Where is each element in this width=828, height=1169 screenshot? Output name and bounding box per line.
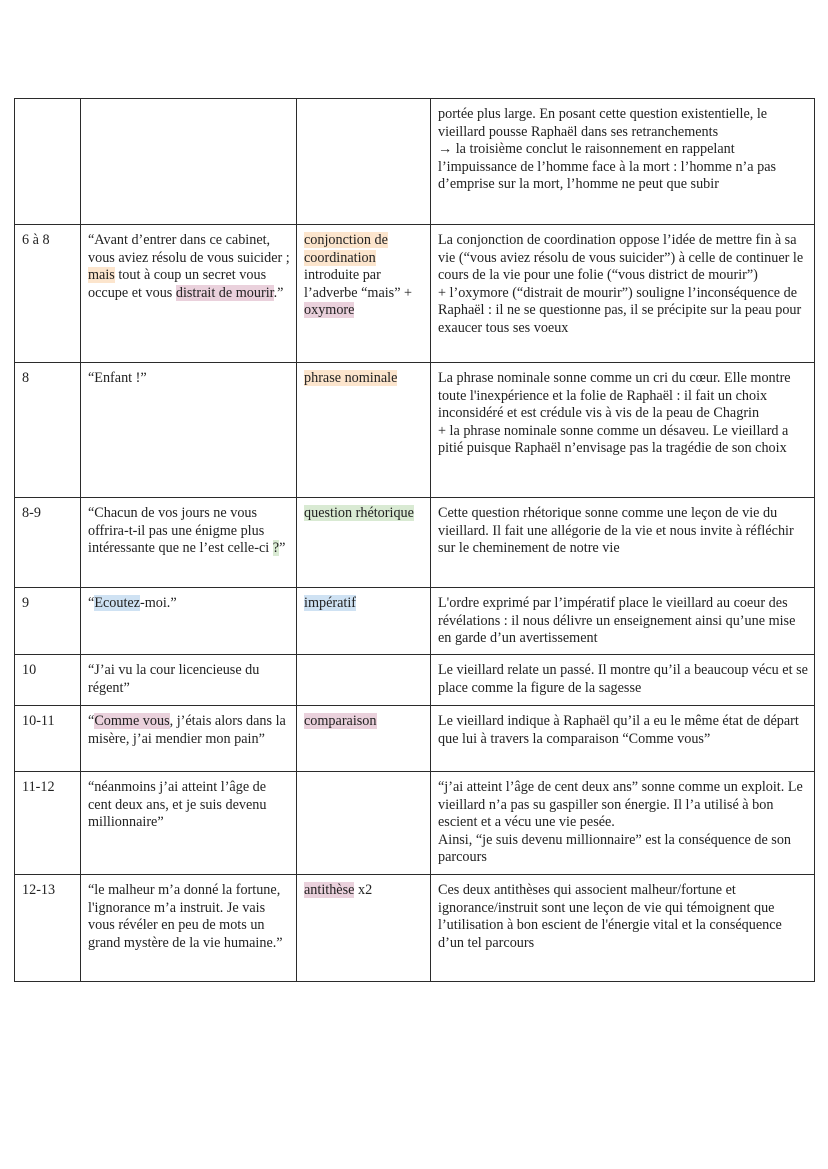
- analysis-cell: [431, 772, 815, 875]
- analysis-paragraph: “j’ai atteint l’âge de cent deux ans” sonne comme un exploit. Le vieillard n’a pas su gaspiller son énergie. Il l’a utilisé à bon escient et a vécu une vie pesée.: [438, 779, 803, 831]
- device-highlight: impératif: [304, 595, 356, 611]
- lines-cell: [15, 99, 81, 225]
- device-cell: [297, 772, 431, 875]
- device-highlight: conjonction de coordination: [304, 232, 388, 266]
- lines-cell: 6 à 8: [15, 225, 81, 363]
- table-row: [15, 588, 815, 655]
- device-cell: [297, 225, 431, 363]
- analysis-cell: [431, 363, 815, 498]
- table-row: [15, 772, 815, 875]
- analysis-table: [14, 98, 815, 982]
- quote-cell: [81, 706, 297, 772]
- device-cell: [297, 588, 431, 655]
- highlight-comparison: Comme vous: [94, 713, 170, 729]
- table-row: [15, 655, 815, 706]
- quote-cell: [81, 588, 297, 655]
- quote-cell: [81, 498, 297, 588]
- lines-cell: 8: [15, 363, 81, 498]
- device-highlight: phrase nominale: [304, 370, 398, 386]
- quote-text: “Avant d’entrer dans ce cabinet, vous aviez résolu de vous suicider ;: [88, 232, 290, 266]
- quote-cell: “néanmoins j’ai atteint l’âge de cent deux ans, et je suis devenu millionnaire”: [81, 772, 297, 875]
- lines-cell: 8-9: [15, 498, 81, 588]
- device-cell: [297, 363, 431, 498]
- table-row: [15, 225, 815, 363]
- analysis-cell: [431, 99, 815, 225]
- analysis-cell: [431, 225, 815, 363]
- device-cell: [297, 875, 431, 982]
- table-row: [15, 498, 815, 588]
- analysis-cell: [431, 875, 815, 982]
- analysis-paragraph: Ainsi, “je suis devenu millionnaire” est la conséquence de son parcours: [438, 831, 792, 866]
- quote-cell: “le malheur m’a donné la fortune, l'ignorance m’a instruit. Je vais vous révéler en peu de mots un grand mystère de la vie humaine.”: [81, 875, 297, 982]
- analysis-paragraph: La phrase nominale sonne comme un cri du cœur. Elle montre toute l'inexpérience et la folie de Raphaël : il fait un choix inconsidéré et est crédule vis à vis de la peau de Chagrin: [438, 370, 791, 422]
- device-cell: [297, 706, 431, 772]
- analysis-paragraph: Ces deux antithèses qui associent malheur/fortune et ignorance/instruit sont une leçon de vie qui témoignent que l’utilisation à bon escient de l'énergie vital et la conséquence d’un tel parcours: [438, 882, 782, 951]
- analysis-paragraph: + la phrase nominale sonne comme un désaveu. Le vieillard a pitié puisque Raphaël n’envisage pas la tragédie de son choix: [438, 422, 789, 457]
- analysis-paragraph: portée plus large. En posant cette question existentielle, le vieillard pousse Raphaël dans ses retranchements: [438, 106, 768, 140]
- table-row: [15, 706, 815, 772]
- analysis-paragraph: L'ordre exprimé par l’impératif place le vieillard au coeur des révélations : il nous délivre un enseignement ainsi qu’une mise en garde d’un avertissement: [438, 595, 796, 647]
- device-cell: [297, 655, 431, 706]
- quote-text: , j’étais alors dans la misère, j’ai mendier mon pain”: [88, 713, 286, 747]
- analysis-cell: [431, 655, 815, 706]
- highlight-oxymore: distrait de mourir: [175, 284, 274, 301]
- lines-cell: 12-13: [15, 875, 81, 982]
- quote-cell: “J’ai vu la cour licencieuse du régent”: [81, 655, 297, 706]
- device-text: x2: [354, 882, 373, 898]
- device-highlight: antithèse: [304, 882, 355, 898]
- device-highlight: comparaison: [304, 713, 377, 729]
- analysis-paragraph: Le vieillard relate un passé. Il montre qu’il a beaucoup vécu et se place comme la figure de la sagesse: [438, 662, 808, 696]
- highlight-conjunction: mais: [88, 267, 115, 284]
- table-row: [15, 99, 815, 225]
- analysis-paragraph: Cette question rhétorique sonne comme une leçon de vie du vieillard. Il fait une allégorie de la vie et nous invite à réfléchir sur le cheminement de notre vie: [438, 505, 794, 557]
- quote-cell: [81, 99, 297, 225]
- table-row: [15, 875, 815, 982]
- quote-text: tout à coup un secret vous occupe et vous: [88, 267, 267, 301]
- quote-text: ”: [279, 540, 286, 557]
- quote-text: -moi.”: [140, 595, 177, 611]
- analysis-paragraph: La conjonction de coordination oppose l’idée de mettre fin à sa vie (“vous aviez résolu de vous suicider”) à celle de continuer le cours de la vie pour une folie (“vous district de mourir”): [438, 232, 804, 284]
- quote-text: “Chacun de vos jours ne vous offrira-t-il pas une énigme plus intéressante que ne l’est celle-ci: [88, 505, 273, 557]
- device-highlight: question rhétorique: [304, 505, 414, 521]
- quote-cell: “Enfant !”: [81, 363, 297, 498]
- device-cell: [297, 498, 431, 588]
- device-text: introduite par l’adverbe “mais” +: [304, 267, 413, 301]
- quote-text: “: [88, 595, 95, 611]
- analysis-cell: [431, 706, 815, 772]
- analysis-cell: [431, 498, 815, 588]
- highlight-question-mark: ?: [272, 540, 280, 557]
- table-row: [15, 363, 815, 498]
- device-cell: [297, 99, 431, 225]
- quote-text: “: [88, 713, 95, 729]
- lines-cell: 11-12: [15, 772, 81, 875]
- lines-cell: 10: [15, 655, 81, 706]
- lines-cell: 10-11: [15, 706, 81, 772]
- analysis-paragraph: Le vieillard indique à Raphaël qu’il a eu le même état de départ que lui à travers la comparaison “Comme vous”: [438, 713, 799, 747]
- quote-text: .”: [273, 284, 284, 301]
- analysis-paragraph: → la troisième conclut le raisonnement en rappelant l’impuissance de l’homme face à la mort : l’homme n’a pas d’emprise sur la mort, l’homme ne peut que subir: [438, 141, 777, 193]
- highlight-imperative: Ecoutez: [94, 595, 140, 611]
- analysis-paragraph: + l’oxymore (“distrait de mourir”) souligne l’inconséquence de Raphaël : il ne se questionne pas, il se précipite sur la peau pour exaucer tous ses voeux: [438, 284, 802, 336]
- analysis-cell: [431, 588, 815, 655]
- quote-cell: [81, 225, 297, 363]
- lines-cell: 9: [15, 588, 81, 655]
- device-highlight: oxymore: [304, 302, 355, 319]
